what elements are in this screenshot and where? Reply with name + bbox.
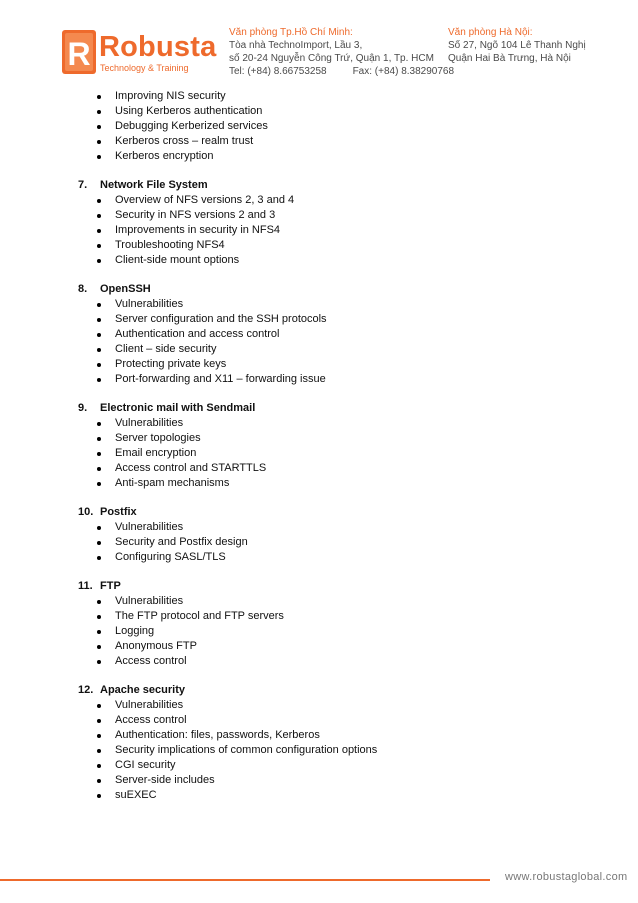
hcm-office-fax: Fax: (+84) 8.38290768 [352, 66, 455, 77]
hcm-office-info [229, 26, 454, 78]
page-header [0, 0, 638, 90]
list-item: Access control and STARTTLS [78, 461, 608, 476]
list-item: suEXEC [78, 788, 608, 803]
brand-tagline: Technology & Training [100, 63, 189, 73]
list-item: Overview of NFS versions 2, 3 and 4 [78, 193, 608, 208]
section-heading [78, 683, 608, 698]
list-item: Improving NIS security [78, 89, 608, 104]
hcm-office-contacts [229, 65, 454, 78]
list-item: Vulnerabilities [78, 520, 608, 535]
list-item: Troubleshooting NFS4 [78, 238, 608, 253]
list-item: Client-side mount options [78, 253, 608, 268]
hcm-office-tel: Tel: (+84) 8.66753258 [229, 66, 327, 77]
list-item: Security and Postfix design [78, 535, 608, 550]
section-sendmail [78, 401, 608, 491]
list-item: Access control [78, 654, 608, 669]
list-item: Kerberos encryption [78, 149, 608, 164]
list-item: Client – side security [78, 342, 608, 357]
section-title: Electronic mail with Sendmail [100, 402, 256, 414]
logo-r-icon [62, 30, 96, 74]
intro-list [78, 89, 608, 164]
footer-website-link[interactable]: www.robustaglobal.com [505, 871, 628, 883]
list-item: Vulnerabilities [78, 297, 608, 312]
list-item: Server topologies [78, 431, 608, 446]
section-list [78, 520, 608, 565]
section-list [78, 698, 608, 803]
page-footer [0, 868, 638, 903]
list-item: Authentication: files, passwords, Kerberos [78, 728, 608, 743]
list-item: Vulnerabilities [78, 698, 608, 713]
section-heading [78, 505, 608, 520]
course-outline [78, 89, 608, 803]
section-title: Apache security [100, 684, 185, 696]
section-postfix [78, 505, 608, 565]
section-title: Network File System [100, 179, 208, 191]
hn-office-title: Văn phòng Hà Nội: [448, 27, 533, 38]
section-list [78, 416, 608, 491]
section-list [78, 297, 608, 387]
list-item: Port-forwarding and X11 – forwarding issue [78, 372, 608, 387]
list-item: Anonymous FTP [78, 639, 608, 654]
section-number: 11. [78, 580, 93, 592]
list-item: Kerberos cross – realm trust [78, 134, 608, 149]
list-item: Protecting private keys [78, 357, 608, 372]
footer-divider [0, 879, 490, 881]
brand-name: Robusta [99, 31, 217, 63]
section-ftp [78, 579, 608, 669]
list-item: Access control [78, 713, 608, 728]
list-item: Logging [78, 624, 608, 639]
section-heading [78, 178, 608, 193]
section-number: 10. [78, 506, 94, 518]
section-number: 7. [78, 179, 88, 191]
list-item: Using Kerberos authentication [78, 104, 608, 119]
list-item: Security implications of common configuration options [78, 743, 608, 758]
list-item: Debugging Kerberized services [78, 119, 608, 134]
list-item: The FTP protocol and FTP servers [78, 609, 608, 624]
section-list [78, 594, 608, 669]
section-title: OpenSSH [100, 283, 151, 295]
section-number: 8. [78, 283, 88, 295]
section-apache [78, 683, 608, 803]
hcm-office-address-2: số 20-24 Nguyễn Công Trứ, Quận 1, Tp. HCM [229, 53, 434, 64]
hn-office-address-2: Quận Hai Bà Trưng, Hà Nội [448, 53, 571, 64]
hcm-office-title: Văn phòng Tp.Hồ Chí Minh: [229, 27, 353, 38]
list-item: Configuring SASL/TLS [78, 550, 608, 565]
section-list [78, 193, 608, 268]
hn-office-info [448, 26, 586, 65]
list-item: Security in NFS versions 2 and 3 [78, 208, 608, 223]
list-item: CGI security [78, 758, 608, 773]
section-nfs [78, 178, 608, 268]
list-item: Anti-spam mechanisms [78, 476, 608, 491]
section-heading [78, 282, 608, 297]
section-heading [78, 401, 608, 416]
hn-office-address-1: Số 27, Ngõ 104 Lê Thanh Nghị [448, 40, 586, 51]
list-item: Authentication and access control [78, 327, 608, 342]
section-heading [78, 579, 608, 594]
list-item: Server-side includes [78, 773, 608, 788]
list-item: Vulnerabilities [78, 594, 608, 609]
hcm-office-address-1: Tòa nhà TechnoImport, Lầu 3, [229, 40, 363, 51]
company-logo [62, 30, 217, 80]
section-number: 12. [78, 684, 94, 696]
section-number: 9. [78, 402, 88, 414]
logo-letter: R [67, 36, 91, 72]
section-title: Postfix [100, 506, 137, 518]
section-title: FTP [100, 580, 121, 592]
list-item: Vulnerabilities [78, 416, 608, 431]
list-item: Server configuration and the SSH protocols [78, 312, 608, 327]
section-openssh [78, 282, 608, 387]
list-item: Improvements in security in NFS4 [78, 223, 608, 238]
list-item: Email encryption [78, 446, 608, 461]
